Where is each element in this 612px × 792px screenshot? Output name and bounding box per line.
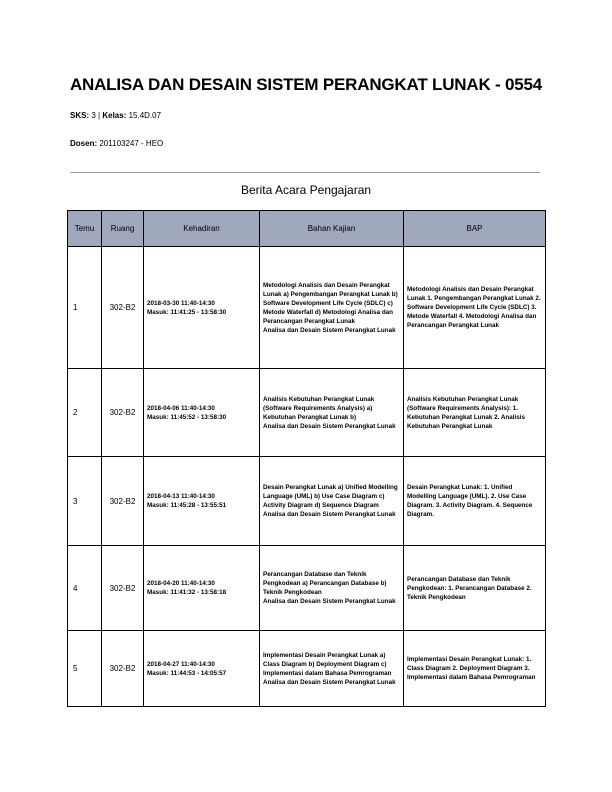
- header-bahan-kajian: Bahan Kajian: [260, 211, 404, 247]
- temu-cell: 4: [68, 546, 102, 631]
- temu-cell: 5: [68, 631, 102, 707]
- table-row: [68, 457, 546, 546]
- course-name-text: Analisa dan Desain Sistem Perangkat Lunak: [263, 511, 396, 518]
- bap-text: Metodologi Analisis dan Desain Perangkat Lunak 1. Pengembangan Perangkat Lunak 2. Software Development Life Cycle (SDLC) 3. Metode Waterfall 4. Metodologi Analisa dan Perancangan Perangkat Lunak: [407, 286, 541, 329]
- temu-cell: 2: [68, 369, 102, 457]
- course-name-text: Analisa dan Desain Sistem Perangkat Lunak: [263, 598, 396, 605]
- attendance-text: Masuk: 11:41:25 - 13:58:30: [147, 308, 227, 316]
- bap-cell: [404, 457, 546, 546]
- table-row: [68, 546, 546, 631]
- header-bap: BAP: [404, 211, 546, 247]
- attendance-text: Masuk: 11:41:32 - 13:58:18: [147, 589, 227, 596]
- sks-value: 3: [91, 111, 96, 120]
- teaching-record-table: [67, 210, 546, 707]
- kehadiran-cell: [144, 369, 260, 457]
- course-name-text: Analisa dan Desain Sistem Perangkat Lunak: [263, 422, 396, 430]
- kehadiran-cell: [144, 457, 260, 546]
- section-title: Berita Acara Pengajaran: [240, 183, 372, 197]
- bap-text: Implementasi Desain Perangkat Lunak: 1. Class Diagram 2. Deployment Diagram 3. Implementasi dalam Bahasa Pemrograman: [407, 656, 536, 681]
- ruang-cell: 302-B2: [102, 546, 144, 631]
- table-header-row: [68, 211, 546, 247]
- attendance-text: Masuk: 11:45:52 - 13:58:30: [147, 413, 227, 421]
- dosen-label: Dosen:: [70, 139, 98, 148]
- bap-cell: [404, 631, 546, 707]
- kehadiran-cell: [144, 631, 260, 707]
- bap-cell: [404, 369, 546, 457]
- ruang-cell: 302-B2: [102, 457, 144, 546]
- ruang-cell: 302-B2: [102, 247, 144, 369]
- ruang-cell: 302-B2: [102, 369, 144, 457]
- topic-text: Implementasi Desain Perangkat Lunak a) Class Diagram b) Deployment Diagram c) Implementasi dalam Bahasa Pemrograman: [263, 651, 392, 677]
- header-temu: Temu: [68, 211, 102, 247]
- bap-text: Perancangan Database dan Teknik Pengkodean: 1. Perancangan Database 2. Teknik Pengkodean: [407, 575, 532, 601]
- temu-cell: 1: [68, 247, 102, 369]
- topic-text: Perancangan Database dan Teknik Pengkodean a) Perancangan Database b) Teknik Pengkodean: [263, 571, 387, 596]
- schedule-text: 2018-04-13 11:40-14:30: [147, 493, 215, 500]
- topic-text: Desain Perangkat Lunak a) Unified Modelling Language (UML) b) Use Case Diagram c) Activity Diagram d) Sequence Diagram: [263, 484, 398, 509]
- lecturer-meta: [70, 139, 163, 148]
- ruang-cell: 302-B2: [102, 631, 144, 707]
- dosen-value: 201103247 - HEO: [99, 139, 164, 148]
- bap-text: Analisis Kebutuhan Perangkat Lunak (Software Requirements Analysis): 1. Kebutuhan Perangkat Lunak 2. Analisis Kebutuhan Perangkat Lunak: [407, 395, 526, 430]
- bahan-kajian-cell: [260, 457, 404, 546]
- bap-cell: [404, 247, 546, 369]
- course-title: ANALISA DAN DESAIN SISTEM PERANGKAT LUNAK - 0554: [69, 75, 543, 94]
- bahan-kajian-cell: [260, 247, 404, 369]
- schedule-text: 2018-04-27 11:40-14:30: [147, 660, 215, 668]
- attendance-text: Masuk: 11:45:28 - 13:55:51: [147, 502, 227, 509]
- kehadiran-cell: [144, 247, 260, 369]
- table-row: [68, 247, 546, 369]
- course-name-text: Analisa dan Desain Sistem Perangkat Lunak: [263, 678, 396, 686]
- temu-cell: 3: [68, 457, 102, 546]
- attendance-text: Masuk: 11:44:53 - 14:05:57: [147, 669, 227, 677]
- schedule-text: 2018-04-20 11:40-14:30: [147, 580, 215, 587]
- bap-cell: [404, 546, 546, 631]
- meta-separator: |: [98, 111, 101, 120]
- kelas-label: Kelas:: [102, 111, 127, 120]
- header-kehadiran: Kehadiran: [144, 211, 260, 247]
- kelas-value: 15.4D.07: [128, 111, 162, 120]
- topic-text: Analisis Kebutuhan Perangkat Lunak (Software Requirements Analysis) a) Kebutuhan Perangkat Lunak b): [263, 395, 375, 421]
- schedule-text: 2018-03-30 11:40-14:30: [147, 299, 215, 307]
- bahan-kajian-cell: [260, 369, 404, 457]
- header-ruang: Ruang: [102, 211, 144, 247]
- bahan-kajian-cell: [260, 631, 404, 707]
- course-name-text: Analisa dan Desain Sistem Perangkat Lunak: [263, 326, 396, 334]
- bap-text: Desain Perangkat Lunak: 1. Unified Modelling Language (UML). 2. Use Case Diagram. 3. Activity Diagram. 4. Sequence Diagram.: [407, 484, 533, 518]
- topic-text: Metodologi Analisis dan Desain Perangkat Lunak a) Pengembangan Perangkat Lunak b) Software Development Life Cycle (SDLC) c) Metode Waterfall d) Metodologi Analisa dan Perancangan Perangkat Lunak: [263, 281, 398, 325]
- table-row: [68, 631, 546, 707]
- table-row: [68, 369, 546, 457]
- horizontal-divider: [70, 172, 540, 173]
- course-meta: [70, 111, 161, 120]
- sks-label: SKS:: [70, 111, 90, 120]
- kehadiran-cell: [144, 546, 260, 631]
- schedule-text: 2018-04-06 11:40-14:30: [147, 404, 215, 412]
- bahan-kajian-cell: [260, 546, 404, 631]
